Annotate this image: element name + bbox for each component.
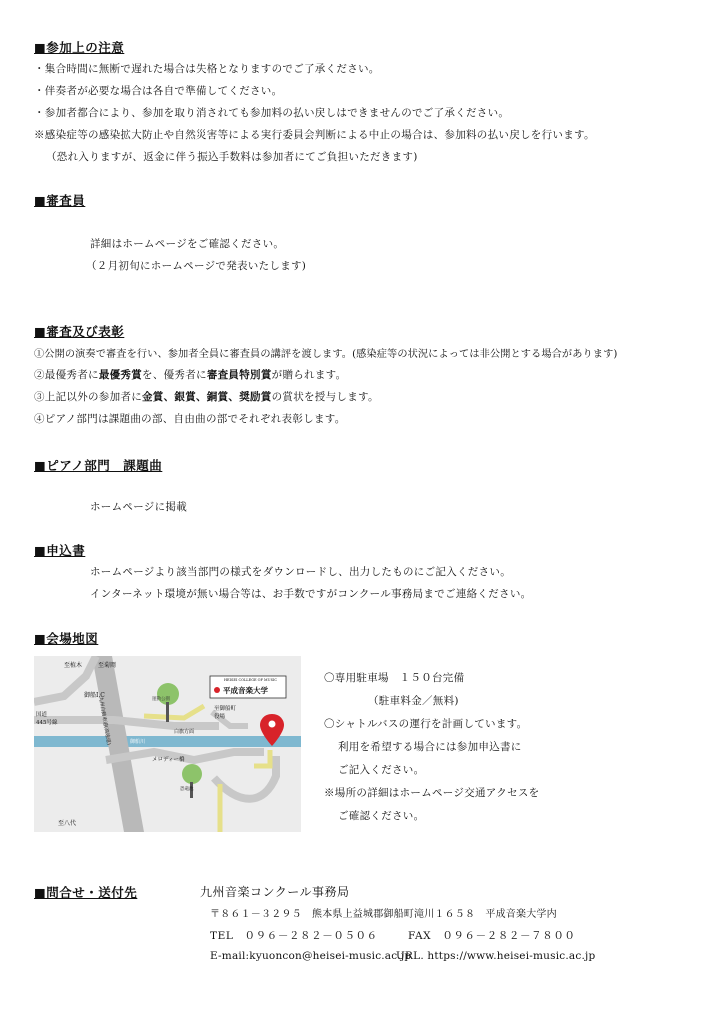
award-judges-special: 審査員特別賞 bbox=[206, 369, 272, 381]
map-label-north1: 至植木 bbox=[64, 662, 83, 669]
review-line-2-a: ②最優秀者に bbox=[34, 369, 99, 381]
judges-heading: ■審査員 bbox=[34, 193, 86, 208]
venue-info-3: 〇シャトルバスの運行を計画しています。 bbox=[324, 718, 528, 730]
application-line-2: インターネット環境が無い場合等は、お手数ですがコンクール事務局までご連絡ください。 bbox=[90, 588, 532, 600]
map-label-pond: 恐竜池 bbox=[180, 787, 194, 792]
award-top: 最優秀賞 bbox=[98, 369, 143, 381]
review-line-2-c: を、優秀者に bbox=[142, 369, 207, 381]
contact-email-link[interactable]: E-mail:kyuoncon@heisei-music.ac.jp bbox=[210, 950, 412, 962]
contact-org: 九州音楽コンクール事務局 bbox=[200, 885, 350, 899]
contact-tel: TEL ０９６－２８２－０５０６ bbox=[210, 930, 378, 942]
review-line-2 bbox=[34, 367, 346, 382]
park-tree-2 bbox=[182, 764, 202, 784]
map-label-river: 御船川 bbox=[130, 739, 146, 745]
venue-map-graphic bbox=[34, 656, 301, 832]
review-line-3 bbox=[34, 389, 379, 404]
contact-heading: ■問合せ・送付先 bbox=[34, 885, 138, 900]
notes-heading: ■参加上の注意 bbox=[34, 40, 125, 55]
review-line-3-c: の賞状を授与します。 bbox=[271, 391, 379, 403]
contact-fax: FAX ０９６－２８２－７８００ bbox=[408, 930, 576, 942]
venue-info-7: ご確認ください。 bbox=[338, 810, 425, 822]
venue-map bbox=[34, 656, 301, 832]
map-label-ic: 御船I.C bbox=[84, 692, 105, 699]
review-line-4: ④ピアノ部門は課題曲の部、自由曲の部でそれぞれ表彰します。 bbox=[34, 413, 346, 425]
notes-line-3: ・参加者都合により、参加を取り消されても参加料の払い戻しはできませんのでご了承ください。 bbox=[34, 107, 510, 119]
map-label-stadium: 白旗方面 bbox=[174, 729, 195, 735]
piano-text: ホームページに掲載 bbox=[90, 501, 187, 513]
map-label-route: 国道 445号線 bbox=[36, 712, 58, 726]
venue-info-1: 〇専用駐車場 １５０台完備 bbox=[324, 672, 465, 684]
map-label-school-en: HEISEI COLLEGE OF MUSIC bbox=[224, 678, 278, 682]
venue-info-4: 利用を希望する場合には参加申込書に bbox=[338, 741, 522, 753]
notes-line-1: ・集合時間に無断で遅れた場合は失格となりますのでご了承ください。 bbox=[34, 63, 380, 75]
map-label-town: 至御船町 役場 bbox=[214, 706, 237, 720]
contact-address: 〒８６１－３２９５ 熊本県上益城郡御船町滝川１６５８ 平成音楽大学内 bbox=[210, 909, 557, 920]
notes-line-4: ※感染症等の感染拡大防止や自然災害等による実行委員会判断による中止の場合は、参加料の払い戻しを行います。 bbox=[34, 129, 595, 141]
review-line-1: ①公開の演奏で審査を行い、参加者全員に審査員の講評を渡します。(感染症等の状況によっては非公開とする場合があります) bbox=[34, 349, 618, 360]
venue-heading: ■会場地図 bbox=[34, 631, 99, 646]
map-label-south: 至八代 bbox=[58, 820, 77, 827]
notes-line-2: ・伴奏者が必要な場合は各自で準備してください。 bbox=[34, 85, 283, 97]
judges-line-2: （２月初旬にホームページで発表いたします) bbox=[86, 260, 307, 272]
venue-info-6: ※場所の詳細はホームページ交通アクセスを bbox=[324, 787, 540, 799]
map-label-park1: 運動公園 bbox=[152, 697, 170, 702]
application-heading: ■申込書 bbox=[34, 543, 86, 558]
application-line-1: ホームページより該当部門の様式をダウンロードし、出力したものにご記入ください。 bbox=[90, 566, 511, 578]
judges-line-1: 詳細はホームページをご確認ください。 bbox=[90, 238, 285, 250]
map-label-north2: 至菊岡 bbox=[98, 662, 117, 669]
contact-url-link[interactable]: URL. https://www.heisei-music.ac.jp bbox=[396, 950, 596, 962]
notes-line-5: （恐れ入りますが、返金に伴う振込手数料は参加者にてご負担いただきます) bbox=[46, 151, 418, 163]
piano-heading: ■ピアノ部門 課題曲 bbox=[34, 458, 163, 473]
map-label-highway: 九州自動車道(高速道) bbox=[97, 696, 112, 746]
award-medals: 金賞、銀賞、銅賞、奨励賞 bbox=[142, 391, 272, 403]
review-heading: ■審査及び表彰 bbox=[34, 324, 125, 339]
review-line-3-a: ③上記以外の参加者に bbox=[34, 391, 142, 403]
venue-info-2: （駐車料金／無料) bbox=[368, 695, 459, 707]
venue-info-5: ご記入ください。 bbox=[338, 764, 425, 776]
school-logo-icon bbox=[214, 687, 220, 693]
map-label-melody: メロディー橋 bbox=[152, 757, 185, 763]
review-line-2-e: が贈られます。 bbox=[271, 369, 347, 381]
river bbox=[34, 736, 301, 747]
map-label-school: 平成音楽大学 bbox=[223, 686, 268, 695]
